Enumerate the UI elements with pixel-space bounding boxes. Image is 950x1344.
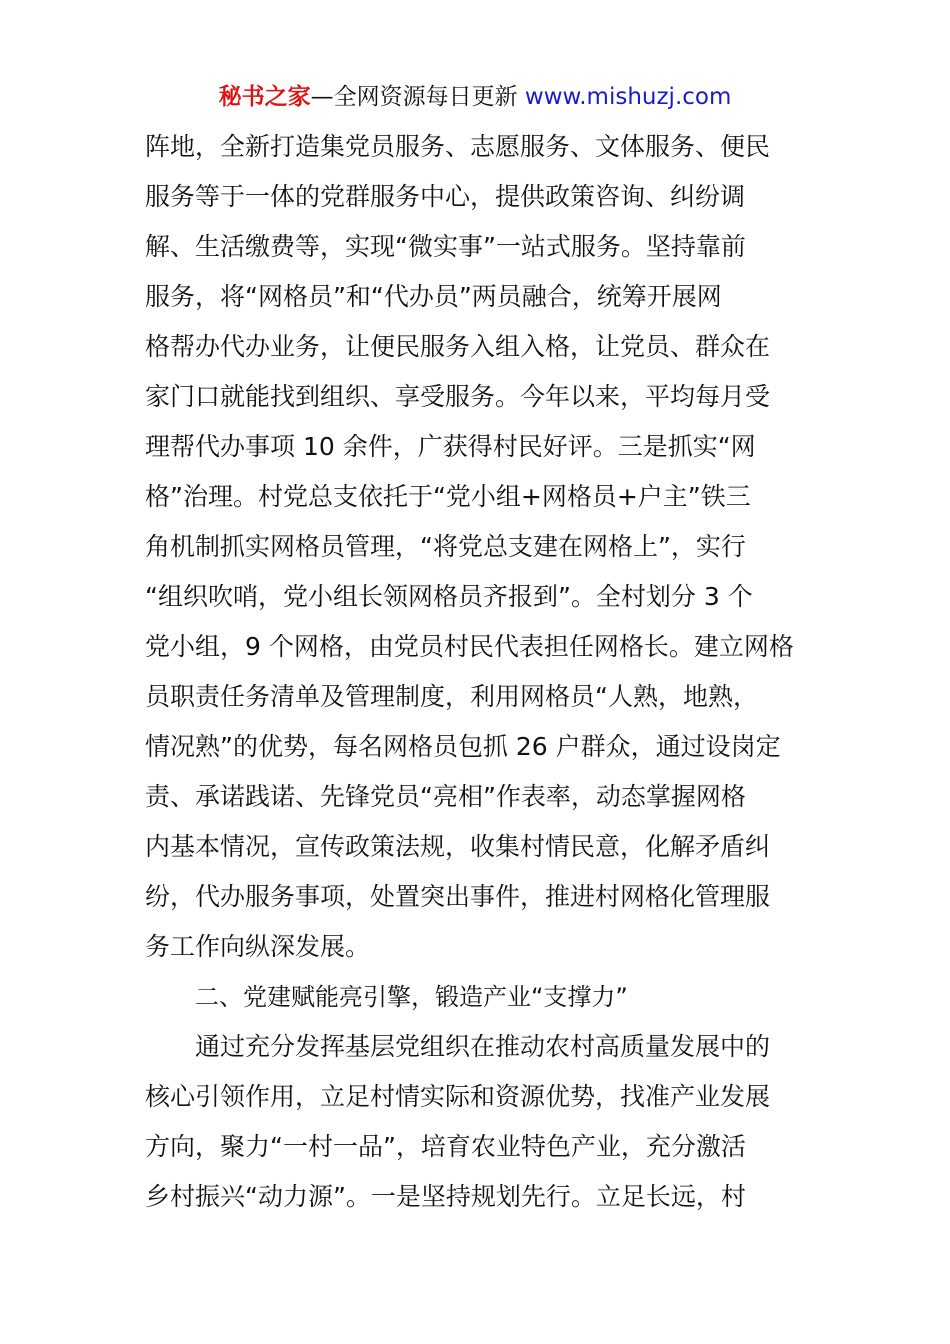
text-line: 理帮代办事项 10 余件，广获得村民好评。三是抓实“网 xyxy=(145,432,756,461)
text-line: 乡村振兴“动力源”。一是坚持规划先行。立足长远，村 xyxy=(145,1182,746,1211)
text-line: 方向，聚力“一村一品”，培育农业特色产业，充分激活 xyxy=(145,1132,746,1161)
text-line: 格”治理。村党总支依托于“党小组+网格员+户主”铁三 xyxy=(145,482,751,511)
text-line: 通过充分发挥基层党组织在推动农村高质量发展中的 xyxy=(195,1032,771,1061)
text-line: 家门口就能找到组织、享受服务。今年以来，平均每月受 xyxy=(145,382,771,411)
site-brand: 秘书之家 xyxy=(218,84,311,110)
text-line: 内基本情况，宣传政策法规，收集村情民意，化解矛盾纠 xyxy=(145,832,771,861)
section-heading: 二、党建赋能亮引擎，锻造产业“支撑力” xyxy=(195,983,628,1011)
page-header xyxy=(0,80,950,114)
text-line: 情况熟”的优势，每名网格员包抓 26 户群众，通过设岗定 xyxy=(145,732,781,761)
document-body xyxy=(145,122,810,1222)
text-line: “组织吹哨，党小组长领网格员齐报到”。全村划分 3 个 xyxy=(145,582,753,611)
text-line: 服务等于一体的党群服务中心，提供政策咨询、纠纷调 xyxy=(145,182,746,211)
text-line: 格帮办代办业务，让便民服务入组入格，让党员、群众在 xyxy=(145,332,771,361)
text-line: 角机制抓实网格员管理，“将党总支建在网格上”，实行 xyxy=(145,532,746,561)
text-line: 解、生活缴费等，实现“微实事”一站式服务。坚持靠前 xyxy=(145,232,746,261)
text-line: 务工作向纵深发展。 xyxy=(145,932,371,961)
text-line: 党小组，9 个网格，由党员村民代表担任网格长。建立网格 xyxy=(145,632,794,661)
text-line: 阵地，全新打造集党员服务、志愿服务、文体服务、便民 xyxy=(145,132,771,161)
site-url[interactable]: www.mishuzj.com xyxy=(524,84,732,110)
text-line: 服务，将“网格员”和“代办员”两员融合，统筹开展网 xyxy=(145,282,722,311)
text-line: 员职责任务清单及管理制度，利用网格员“人熟，地熟， xyxy=(145,682,758,711)
site-tagline: —全网资源每日更新 xyxy=(310,84,518,110)
text-line: 核心引领作用，立足村情实际和资源优势，找准产业发展 xyxy=(145,1082,771,1111)
text-line: 责、承诺践诺、先锋党员“亮相”作表率，动态掌握网格 xyxy=(145,782,746,811)
text-line: 纷，代办服务事项，处置突出事件，推进村网格化管理服 xyxy=(145,882,771,911)
